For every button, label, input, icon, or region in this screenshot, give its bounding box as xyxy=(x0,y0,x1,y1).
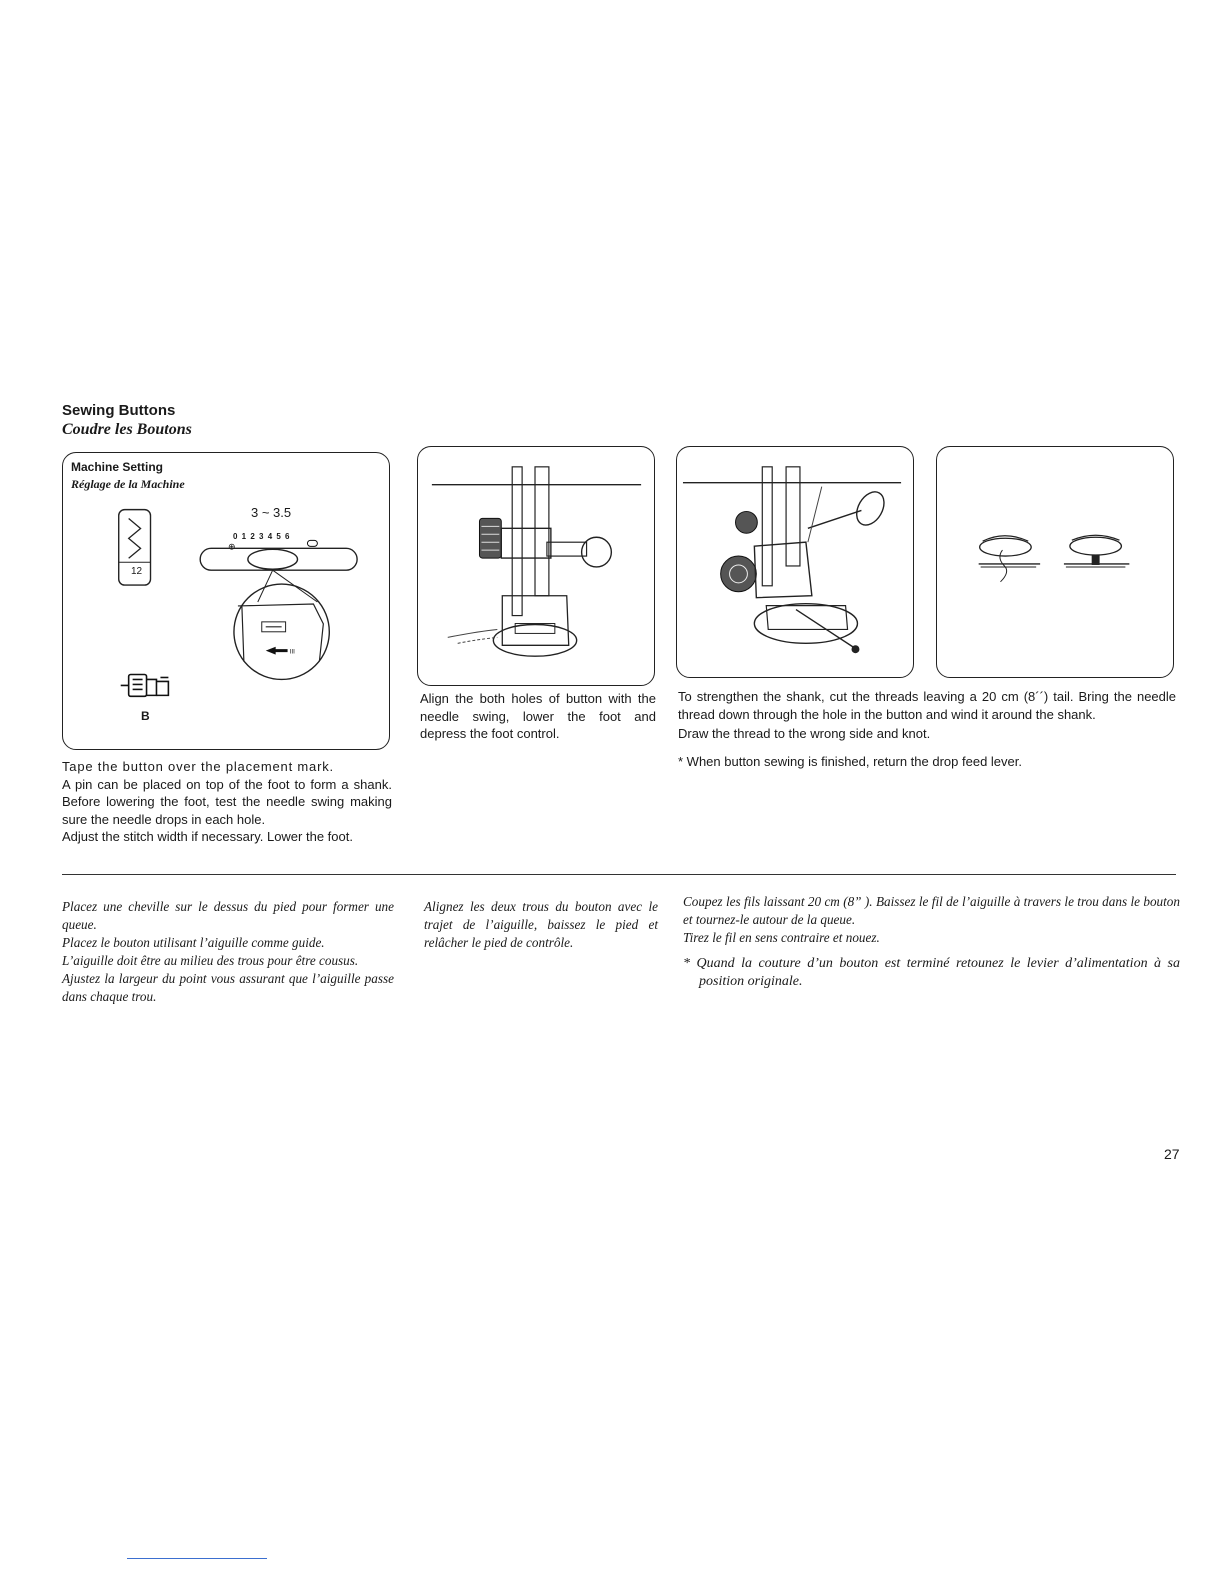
zigzag-stitch-icon xyxy=(129,519,141,559)
instructions-en-col3 xyxy=(678,688,1176,770)
instruction-paragraph-fr: Tirez le fil en sens contraire et nouez. xyxy=(683,930,880,945)
knot-diagram-panel xyxy=(936,446,1174,678)
machine-setting-panel xyxy=(62,452,390,750)
stitch-width-value: 3 ~ 3.5 xyxy=(251,505,292,520)
button-foot-illustration-panel xyxy=(417,446,655,686)
language-divider xyxy=(62,874,1176,875)
instruction-paragraph-fr: Placez le bouton utilisant l’aiguille comme guide. xyxy=(62,935,325,950)
section-title: Sewing Buttons xyxy=(62,402,176,419)
instruction-paragraph: Draw the thread to the wrong side and knot. xyxy=(678,726,931,741)
instruction-paragraph-fr: Alignez les deux trous du bouton avec le trajet de l’aiguille, baissez le pied et relâcher le pied de contrôle. xyxy=(424,899,658,950)
section-title-fr: Coudre les Boutons xyxy=(62,421,192,438)
instruction-paragraph: A pin can be placed on top of the foot to form a shank. Before lowering the foot, test the needle swing making sure the needle drops in each hole. xyxy=(62,776,392,827)
svg-text:III: III xyxy=(289,648,295,656)
instructions-en-col1 xyxy=(62,758,392,846)
note-fr: * Quand la couture d’un bouton est terminé retounez le levier d’alimentation à sa position originale. xyxy=(683,956,1180,989)
shank-illustration-panel xyxy=(676,446,914,678)
instruction-paragraph-fr: L’aiguille doit être au milieu des trous pour être cousus. xyxy=(62,953,359,968)
instruction-paragraph-fr: Placez une cheville sur le dessus du pied pour former une queue. xyxy=(62,899,394,932)
page-number: 27 xyxy=(1164,1146,1180,1162)
machine-setting-subtitle: Réglage de la Machine xyxy=(71,477,185,491)
instructions-fr-col3 xyxy=(683,893,1180,991)
instruction-paragraph: Adjust the stitch width if necessary. Lower the foot. xyxy=(62,829,353,844)
shank-winding-drawing xyxy=(677,447,913,677)
instruction-paragraph: Align the both holes of button with the needle swing, lower the foot and depress the foot control. xyxy=(420,691,656,741)
width-scale: 0 1 2 3 4 5 6 xyxy=(233,532,291,541)
presser-foot-button-drawing xyxy=(418,447,654,685)
instruction-paragraph: To strengthen the shank, cut the threads leaving a 20 cm (8´´) tail. Bring the needle thread down through the hole in the button and wind it around the shank. xyxy=(678,689,1176,722)
presser-foot-b-icon xyxy=(121,675,169,697)
pattern-card-icon xyxy=(119,510,151,585)
machine-setting-illustration xyxy=(63,453,389,749)
instructions-en-col2 xyxy=(420,690,656,743)
svg-text:⊕: ⊕ xyxy=(227,542,236,553)
arrow-left-icon xyxy=(266,647,288,655)
instructions-fr-col1 xyxy=(62,898,394,1006)
stitch-width-slider xyxy=(200,548,357,570)
button-shank-diagram xyxy=(937,447,1173,677)
instruction-paragraph: Tape the button over the placement mark. xyxy=(62,759,334,774)
note-en: * When button sewing is finished, return the drop feed lever. xyxy=(678,753,1022,769)
bottom-rule xyxy=(127,1558,267,1559)
pattern-number: 12 xyxy=(131,566,143,577)
foot-label: B xyxy=(141,709,150,723)
machine-setting-title: Machine Setting xyxy=(71,460,164,474)
instructions-fr-col2 xyxy=(424,898,658,952)
instruction-paragraph-fr: Ajustez la largeur du point vous assurant que l’aiguille passe dans chaque trou. xyxy=(62,971,394,1004)
instruction-paragraph-fr: Coupez les fils laissant 20 cm (8” ). Baissez le fil de l’aiguille à travers le trou dans le bouton et tournez-le autour de la queue. xyxy=(683,894,1180,927)
slider-knob xyxy=(248,549,298,569)
